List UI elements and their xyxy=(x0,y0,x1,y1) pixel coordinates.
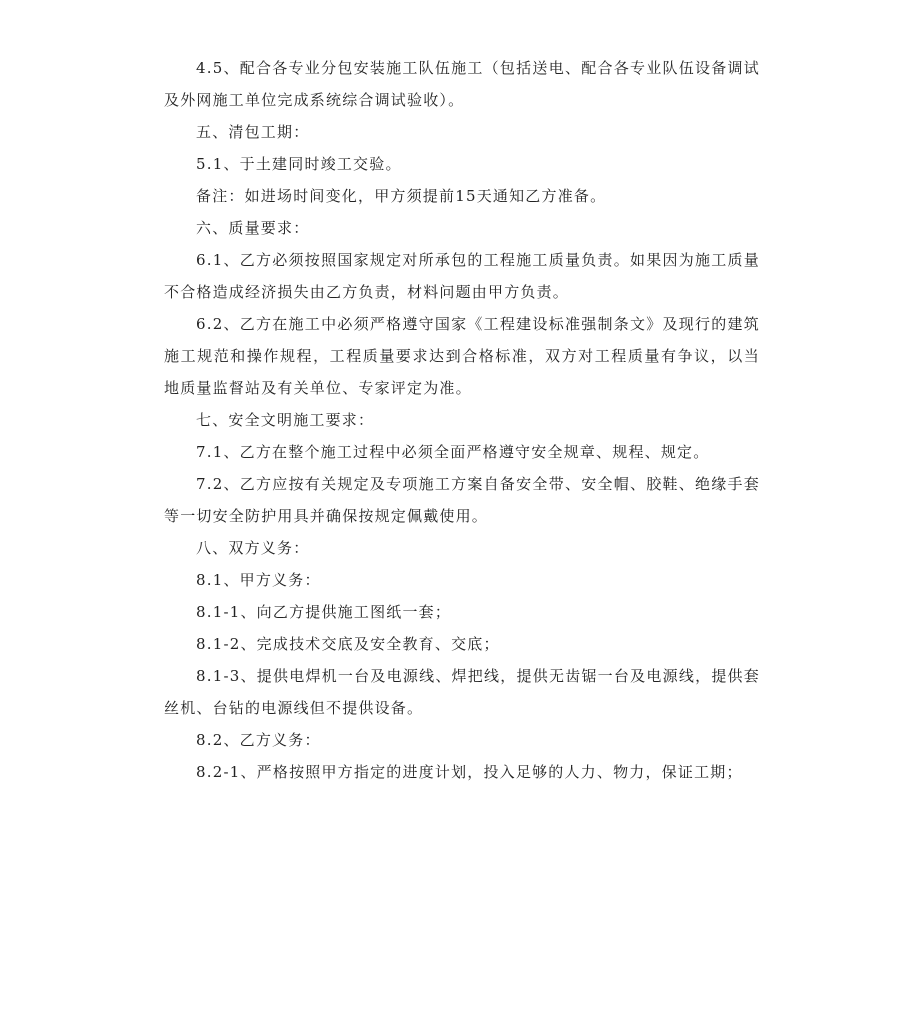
paragraph-7-2: 7.2、乙方应按有关规定及专项施工方案自备安全带、安全帽、胶鞋、绝缘手套等一切安全防护用具并确保按规定佩戴使用。 xyxy=(164,475,760,525)
section-heading-6: 六、质量要求： xyxy=(196,219,310,237)
section-heading-5: 五、清包工期： xyxy=(196,123,310,141)
section-heading-7: 七、安全文明施工要求： xyxy=(196,411,375,429)
paragraph-6-2: 6.2、乙方在施工中必须严格遵守国家《工程建设标准强制条文》及现行的建筑施工规范和操作规程，工程质量要求达到合格标准，双方对工程质量有争议，以当地质量监督站及有关单位、专家评定为准。 xyxy=(164,315,760,397)
paragraph-8-2: 8.2、乙方义务： xyxy=(196,731,321,749)
paragraph-8-1: 8.1、甲方义务： xyxy=(196,571,321,589)
paragraph-8-1-2: 8.1-2、完成技术交底及安全教育、交底； xyxy=(196,635,500,653)
paragraph-8-1-3: 8.1-3、提供电焊机一台及电源线、焊把线，提供无齿锯一台及电源线，提供套丝机、台钻的电源线但不提供设备。 xyxy=(164,667,760,717)
document-body xyxy=(164,52,760,788)
paragraph-remark: 备注：如进场时间变化，甲方须提前15天通知乙方准备。 xyxy=(196,187,607,205)
paragraph-8-1-1: 8.1-1、向乙方提供施工图纸一套； xyxy=(196,603,452,621)
paragraph-6-1: 6.1、乙方必须按照国家规定对所承包的工程施工质量负责。如果因为施工质量不合格造成经济损失由乙方负责，材料问题由甲方负责。 xyxy=(164,251,760,301)
paragraph-7-1: 7.1、乙方在整个施工过程中必须全面严格遵守安全规章、规程、规定。 xyxy=(196,443,710,461)
paragraph-5-1: 5.1、于土建同时竣工交验。 xyxy=(196,155,402,173)
section-heading-8: 八、双方义务： xyxy=(196,539,310,557)
paragraph-4-5: 4.5、配合各专业分包安装施工队伍施工（包括送电、配合各专业队伍设备调试及外网施工单位完成系统综合调试验收）。 xyxy=(164,59,760,109)
paragraph-8-2-1: 8.2-1、严格按照甲方指定的进度计划，投入足够的人力、物力，保证工期； xyxy=(196,763,743,781)
